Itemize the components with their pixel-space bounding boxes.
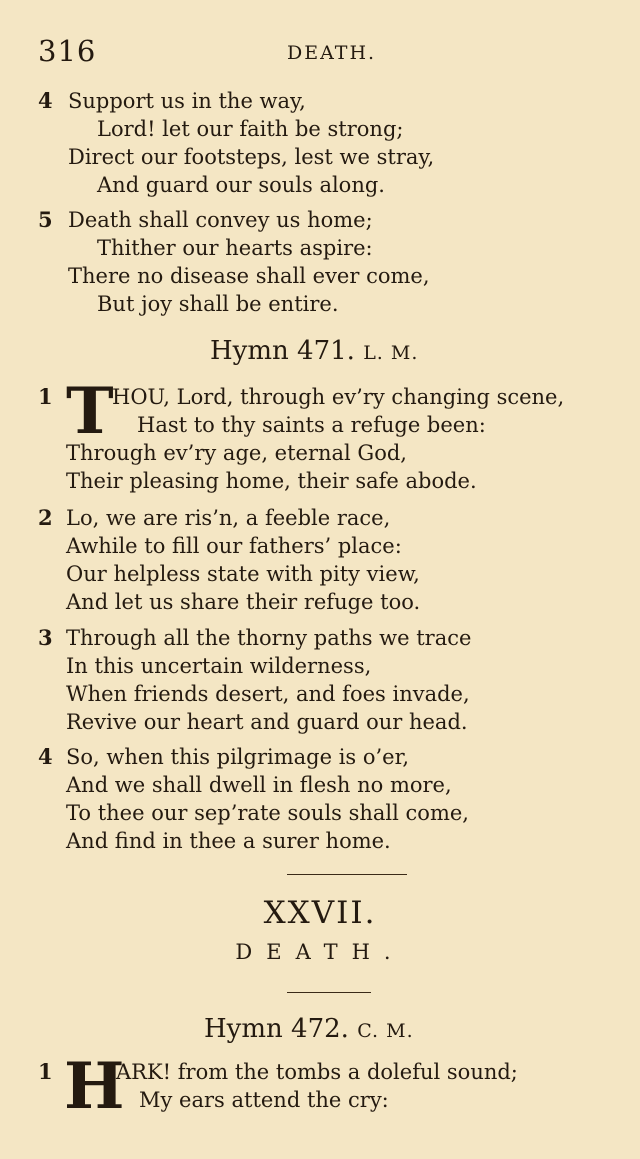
hymn-472-title: [204, 1014, 414, 1044]
verse-line: Death shall convey us home;: [68, 208, 373, 232]
page-number: 316: [38, 34, 97, 68]
verse-line: My ears attend the cry:: [139, 1088, 389, 1112]
verse-line: So, when this pilgrimage is o’er,: [66, 745, 410, 769]
verse-line: In this uncertain wilderness,: [66, 654, 372, 678]
verse-number: 4: [38, 744, 53, 769]
verse-line: Revive our heart and guard our head.: [66, 710, 468, 734]
verse-line: Awhile to fill our fathers’ place:: [66, 534, 402, 558]
verse-number: 1: [38, 384, 53, 409]
drop-cap: T: [66, 374, 114, 449]
hymn-number: 471.: [297, 336, 355, 366]
verse-line: Through ev’ry age, eternal God,: [66, 441, 407, 465]
verse-number: 4: [38, 88, 53, 113]
hymn-word: Hymn: [204, 1014, 283, 1044]
verse-line: Their pleasing home, their safe abode.: [66, 469, 477, 493]
verse-line: Through all the thorny paths we trace: [66, 626, 472, 650]
verse-line: Our helpless state with pity view,: [66, 562, 420, 586]
section-rule-bottom: [287, 992, 371, 993]
verse-line: There no disease shall ever come,: [68, 264, 430, 288]
verse-line: When friends desert, and foes invade,: [66, 682, 470, 706]
verse-line: HOU, Lord, through ev’ry changing scene,: [112, 385, 565, 409]
verse-line: ARK! from the tombs a doleful sound;: [116, 1060, 518, 1084]
verse-line: To thee our sep’rate souls shall come,: [66, 801, 469, 825]
verse-line: Thither our hearts aspire:: [97, 236, 373, 260]
section-rule-top: [287, 874, 407, 875]
verse-number: 5: [38, 207, 53, 232]
verse-line: Direct our footsteps, lest we stray,: [68, 145, 435, 169]
verse-line: Lo, we are ris’n, a feeble race,: [66, 506, 391, 530]
hymn-meter: L. M.: [363, 342, 419, 364]
verse-line: Support us in the way,: [68, 89, 306, 113]
hymn-word: Hymn: [210, 336, 289, 366]
running-title: DEATH.: [287, 42, 377, 64]
section-number: XXVII.: [263, 895, 377, 931]
verse-number: 2: [38, 505, 53, 530]
hymn-471-title: [210, 336, 418, 366]
hymn-meter: C. M.: [357, 1020, 414, 1042]
section-title: DEATH.: [235, 940, 405, 964]
verse-number: 3: [38, 625, 53, 650]
hymn-number: 472.: [291, 1014, 349, 1044]
verse-line: And guard our souls along.: [97, 173, 385, 197]
verse-number: 1: [38, 1059, 53, 1084]
verse-line: But joy shall be entire.: [97, 292, 339, 316]
drop-cap: H: [64, 1049, 125, 1124]
verse-line: Lord! let our faith be strong;: [97, 117, 404, 141]
verse-line: Hast to thy saints a refuge been:: [137, 413, 486, 437]
verse-line: And find in thee a surer home.: [66, 829, 391, 853]
verse-line: And we shall dwell in flesh no more,: [66, 773, 452, 797]
verse-line: And let us share their refuge too.: [66, 590, 421, 614]
